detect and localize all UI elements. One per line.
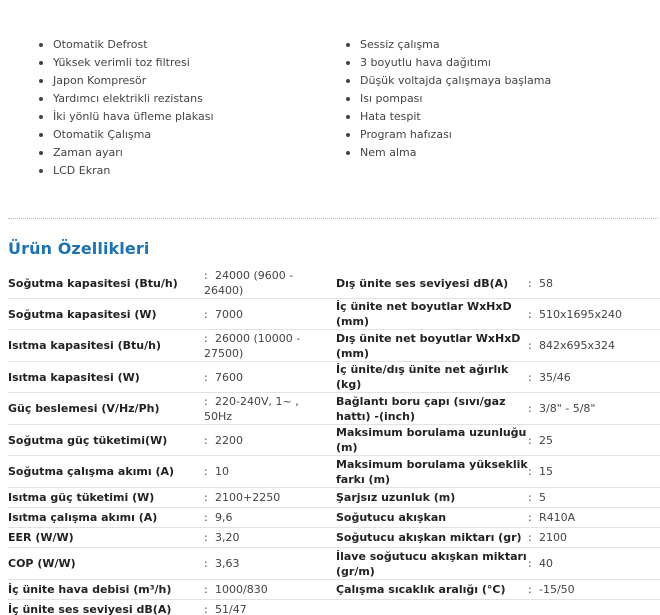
spec-value-text: 10	[215, 465, 229, 478]
feature-list	[0, 36, 660, 186]
spec-label: İç ünite hava debisi (m³/h)	[8, 580, 204, 600]
feature-label: İki yönlü hava üfleme plakası	[53, 110, 214, 123]
spec-value	[528, 456, 660, 488]
feature-list-left	[38, 36, 214, 180]
spec-label: Maksimum borulama yükseklik farkı (m)	[330, 456, 528, 488]
spec-row	[8, 299, 660, 330]
spec-label: Dış ünite ses seviyesi dB(A)	[330, 268, 528, 299]
colon-separator: :	[528, 465, 532, 478]
spec-label: Güç beslemesi (V/Hz/Ph)	[8, 393, 204, 425]
colon-separator: :	[528, 339, 532, 352]
spec-value	[528, 580, 660, 600]
bullet-icon	[346, 133, 350, 137]
feature-item	[345, 36, 551, 54]
bullet-icon	[39, 133, 43, 137]
spec-label: İç ünite/dış ünite net ağırlık (kg)	[330, 362, 528, 393]
spec-value-text: 220-240V, 1~ , 50Hz	[204, 394, 299, 423]
feature-item	[345, 90, 551, 108]
spec-value	[204, 299, 330, 330]
spec-value	[204, 362, 330, 393]
colon-separator: :	[204, 394, 208, 408]
feature-label: Nem alma	[360, 146, 417, 159]
spec-row	[8, 600, 660, 615]
bullet-icon	[39, 43, 43, 47]
spec-value	[204, 600, 330, 615]
feature-item	[38, 162, 214, 180]
feature-label: Düşük voltajda çalışmaya başlama	[360, 74, 552, 87]
spec-label: Isıtma kapasitesi (W)	[8, 362, 204, 393]
spec-value-text: 842x695x324	[539, 339, 616, 352]
spec-value-text: 24000 (9600 - 26400)	[204, 269, 294, 297]
feature-list-right	[345, 36, 551, 162]
feature-item	[345, 108, 551, 126]
colon-separator: :	[528, 370, 532, 384]
spec-label: İlave soğutucu akışkan miktarı (gr/m)	[330, 548, 528, 580]
bullet-icon	[346, 97, 350, 101]
colon-separator: :	[528, 583, 532, 596]
spec-value-text: 58	[539, 276, 553, 290]
feature-label: Yardımcı elektrikli rezistans	[53, 92, 203, 105]
colon-separator: :	[204, 465, 208, 478]
spec-value-text: 51/47	[215, 603, 247, 615]
spec-value-text: R410A	[539, 511, 576, 524]
spec-label: Soğutma güç tüketimi(W)	[8, 425, 204, 456]
spec-label: Soğutma çalışma akımı (A)	[8, 456, 204, 488]
spec-label: Dış ünite net boyutlar WxHxD (mm)	[330, 330, 528, 362]
spec-label: Çalışma sıcaklık aralığı (°C)	[330, 580, 528, 600]
empty-cell	[528, 600, 660, 615]
spec-value-text: 3,20	[215, 531, 240, 544]
feature-label: Program hafızası	[360, 128, 452, 141]
spec-value	[528, 425, 660, 456]
feature-label: Sessiz çalışma	[360, 38, 440, 51]
spec-label: Maksimum borulama uzunluğu (m)	[330, 425, 528, 456]
spec-label: Soğutma kapasitesi (W)	[8, 299, 204, 330]
bullet-icon	[39, 97, 43, 101]
feature-label: Yüksek verimli toz filtresi	[53, 56, 190, 69]
feature-label: 3 boyutlu hava dağıtımı	[360, 56, 491, 69]
spec-row	[8, 330, 660, 362]
spec-value	[528, 393, 660, 425]
bullet-icon	[346, 61, 350, 65]
colon-separator: :	[204, 603, 208, 615]
spec-value	[528, 508, 660, 528]
spec-value	[204, 488, 330, 508]
spec-value	[204, 425, 330, 456]
feature-item	[345, 54, 551, 72]
spec-value-text: 510x1695x240	[539, 307, 623, 321]
bullet-icon	[39, 151, 43, 155]
spec-row	[8, 362, 660, 393]
feature-label: Japon Kompresör	[53, 74, 147, 87]
empty-cell	[330, 600, 528, 615]
spec-label: Isıtma kapasitesi (Btu/h)	[8, 330, 204, 362]
spec-label: Isıtma güç tüketimi (W)	[8, 488, 204, 508]
feature-item	[345, 72, 551, 90]
feature-item	[38, 144, 214, 162]
spec-value	[204, 268, 330, 299]
feature-item	[38, 36, 214, 54]
colon-separator: :	[528, 276, 532, 290]
bullet-icon	[346, 43, 350, 47]
spec-label: Soğutma kapasitesi (Btu/h)	[8, 268, 204, 299]
spec-value	[528, 488, 660, 508]
bullet-icon	[39, 169, 43, 173]
spec-row	[8, 393, 660, 425]
spec-row	[8, 548, 660, 580]
feature-item	[38, 126, 214, 144]
colon-separator: :	[204, 511, 208, 524]
colon-separator: :	[528, 433, 532, 447]
spec-value-text: 5	[539, 491, 546, 504]
bullet-icon	[346, 115, 350, 119]
feature-item	[38, 108, 214, 126]
section-title: Ürün Özellikleri	[8, 239, 150, 258]
spec-row	[8, 456, 660, 488]
spec-table	[8, 268, 660, 615]
bullet-icon	[39, 115, 43, 119]
spec-value	[204, 528, 330, 548]
spec-label: Isıtma çalışma akımı (A)	[8, 508, 204, 528]
spec-value-text: 7000	[215, 307, 243, 321]
colon-separator: :	[204, 557, 208, 570]
spec-value-text: 7600	[215, 370, 243, 384]
spec-row	[8, 580, 660, 600]
bullet-icon	[346, 79, 350, 83]
spec-value	[528, 528, 660, 548]
colon-separator: :	[204, 370, 208, 384]
spec-value-text: 1000/830	[215, 583, 268, 596]
feature-item	[345, 144, 551, 162]
spec-value	[204, 393, 330, 425]
feature-label: LCD Ekran	[53, 164, 111, 177]
feature-item	[38, 72, 214, 90]
spec-row	[8, 508, 660, 528]
colon-separator: :	[528, 402, 532, 415]
spec-value	[528, 330, 660, 362]
feature-label: Isı pompası	[360, 92, 423, 105]
spec-value	[204, 508, 330, 528]
feature-label: Otomatik Çalışma	[53, 128, 152, 141]
feature-item	[38, 90, 214, 108]
feature-label: Zaman ayarı	[53, 146, 123, 159]
spec-value	[528, 362, 660, 393]
spec-value-text: 25	[539, 433, 553, 447]
bullet-icon	[39, 61, 43, 65]
spec-label: Soğutucu akışkan miktarı (gr)	[330, 528, 528, 548]
spec-label: Şarjsız uzunluk (m)	[330, 488, 528, 508]
spec-value-text: 9,6	[215, 511, 233, 524]
colon-separator: :	[204, 433, 208, 447]
colon-separator: :	[528, 307, 532, 321]
spec-value-text: 2100+2250	[215, 491, 281, 504]
colon-separator: :	[204, 331, 208, 345]
spec-label: Soğutucu akışkan	[330, 508, 528, 528]
spec-value-text: 2100	[539, 531, 567, 544]
spec-row	[8, 528, 660, 548]
spec-value-text: -15/50	[539, 583, 575, 596]
colon-separator: :	[528, 531, 532, 544]
colon-separator: :	[204, 531, 208, 544]
spec-row	[8, 425, 660, 456]
spec-label: EER (W/W)	[8, 528, 204, 548]
spec-value-text: 40	[539, 557, 553, 570]
bullet-icon	[346, 151, 350, 155]
spec-row	[8, 268, 660, 299]
section-divider	[8, 218, 658, 219]
spec-value	[528, 268, 660, 299]
spec-value-text: 15	[539, 465, 553, 478]
spec-value	[528, 299, 660, 330]
spec-value	[204, 456, 330, 488]
spec-row	[8, 488, 660, 508]
feature-label: Otomatik Defrost	[53, 38, 148, 51]
colon-separator: :	[204, 269, 208, 282]
colon-separator: :	[204, 491, 208, 504]
spec-value	[528, 548, 660, 580]
colon-separator: :	[204, 583, 208, 596]
bullet-icon	[39, 79, 43, 83]
spec-value	[204, 580, 330, 600]
colon-separator: :	[204, 307, 208, 321]
colon-separator: :	[528, 511, 532, 524]
spec-value-text: 35/46	[539, 370, 571, 384]
spec-value-text: 3,63	[215, 557, 240, 570]
feature-item	[38, 54, 214, 72]
spec-label: COP (W/W)	[8, 548, 204, 580]
spec-label: İç ünite net boyutlar WxHxD (mm)	[330, 299, 528, 330]
feature-label: Hata tespit	[360, 110, 421, 123]
spec-value	[204, 330, 330, 362]
spec-value-text: 3/8" - 5/8"	[539, 402, 596, 415]
spec-value-text: 26000 (10000 - 27500)	[204, 331, 301, 360]
spec-label: İç ünite ses seviyesi dB(A)	[8, 600, 204, 615]
feature-item	[345, 126, 551, 144]
spec-value	[204, 548, 330, 580]
spec-value-text: 2200	[215, 433, 243, 447]
spec-label: Bağlantı boru çapı (sıvı/gaz hattı) -(inch)	[330, 393, 528, 425]
colon-separator: :	[528, 557, 532, 570]
colon-separator: :	[528, 491, 532, 504]
